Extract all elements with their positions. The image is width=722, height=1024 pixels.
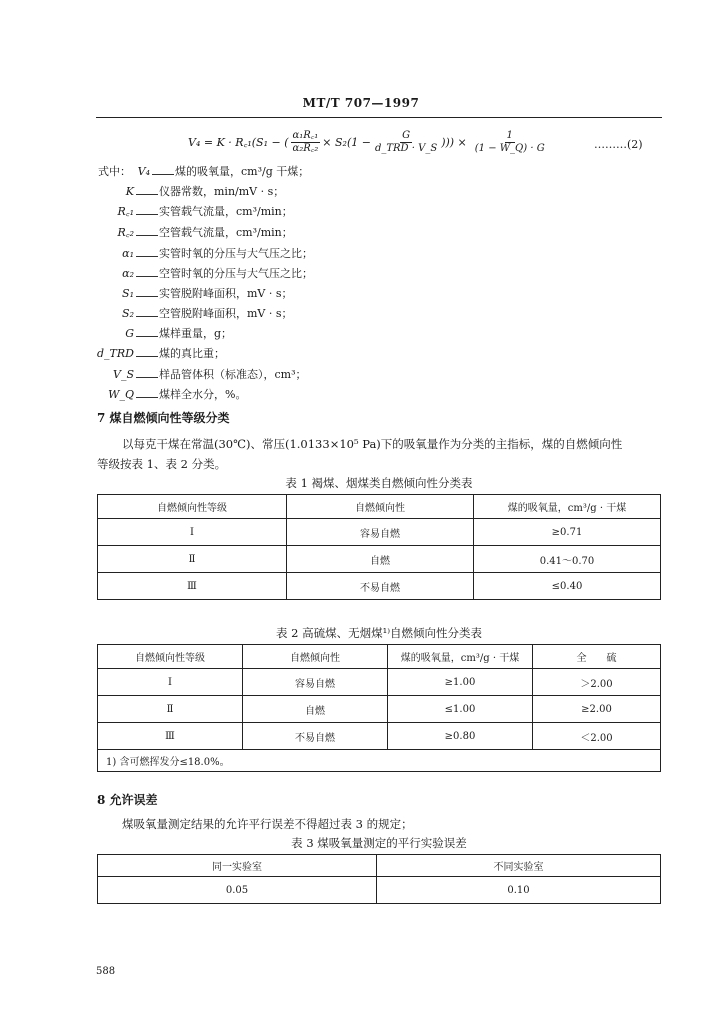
table-cell: 自燃 [287, 546, 474, 573]
table-3 [97, 854, 661, 904]
table-row [98, 495, 661, 519]
table-header-cell: 全 硫 [533, 645, 661, 669]
table-cell: ≤1.00 [388, 696, 533, 723]
table-cell: 自燃 [243, 696, 388, 723]
table-cell: 0.10 [377, 877, 661, 904]
table-row [98, 573, 661, 600]
table-header-cell: 自燃倾向性等级 [98, 495, 287, 519]
table-1-caption: 表 1 褐煤、烟煤类自燃倾向性分类表 [285, 476, 473, 490]
table-row [98, 519, 661, 546]
formula-mid-1: × S₂(1 − [322, 136, 371, 149]
formula-lhs: V₄ = K · R꜀₁(S₁ − ( [188, 136, 289, 149]
fraction-2-denominator: d_TRD · V_S [374, 143, 438, 154]
definition-item: S₁ 实管脱附峰面积，mV · s； [122, 287, 293, 300]
table-header-cell: 同一实验室 [98, 855, 377, 877]
section-7-paragraph-line-1: 以每克干煤在常温(30℃)、常压(1.0133×10⁵ Pa)下的吸氧量作为分类的主指标，煤的自燃倾向性 [122, 437, 623, 451]
table-row [98, 669, 661, 696]
definition-item: W_Q 煤样全水分，%。 [108, 388, 247, 401]
table-row [98, 855, 661, 877]
definition-item: V_S 样品管体积（标准态），cm³； [113, 368, 307, 381]
table-2-caption: 表 2 高硫煤、无烟煤¹⁾自燃倾向性分类表 [275, 626, 483, 640]
table-header-cell: 不同实验室 [377, 855, 661, 877]
table-row [98, 696, 661, 723]
table-cell: Ⅰ [98, 669, 243, 696]
table-cell: 不易自燃 [287, 573, 474, 600]
definition-item: d_TRD 煤的真比重； [97, 347, 225, 360]
fraction-3-denominator: (1 − W_Q) · G [474, 143, 545, 154]
document-header: MT/T 707—1997 [302, 96, 420, 110]
table-cell: 容易自燃 [243, 669, 388, 696]
table-cell: ≥0.71 [474, 519, 661, 546]
table-cell: 不易自燃 [243, 723, 388, 750]
header-rule [96, 117, 662, 118]
formula-fraction-2 [373, 130, 439, 155]
table-cell: Ⅱ [98, 546, 287, 573]
table-header-cell: 自燃倾向性 [243, 645, 388, 669]
table-cell: ≥2.00 [533, 696, 661, 723]
definition-item: S₂ 空管脱附峰面积，mV · s； [122, 307, 293, 320]
table-1 [97, 494, 661, 600]
table-row [98, 750, 661, 772]
formula-mid-2: ))) × [441, 136, 467, 149]
definition-item: K 仪器常数，min/mV · s； [125, 185, 285, 198]
table-3-caption: 表 3 煤吸氧量测定的平行实验误差 [291, 836, 467, 850]
table-header-cell: 煤的吸氧量，cm³/g · 干煤 [388, 645, 533, 669]
table-2-footnote: 1) 含可燃挥发分≤18.0%。 [98, 750, 661, 772]
table-header-cell: 自燃倾向性等级 [98, 645, 243, 669]
table-cell: ≤0.40 [474, 573, 661, 600]
table-row [98, 723, 661, 750]
table-cell: Ⅱ [98, 696, 243, 723]
fraction-2-numerator: G [402, 130, 411, 141]
definition-item: R꜀₁ 实管载气流量，cm³/min； [117, 205, 293, 218]
definition-item: α₁ 实管时氧的分压与大气压之比； [122, 247, 313, 260]
table-cell: 容易自燃 [287, 519, 474, 546]
page-number: 588 [96, 966, 116, 977]
table-cell: Ⅰ [98, 519, 287, 546]
definition-item: R꜀₂ 空管载气流量，cm³/min； [117, 226, 293, 239]
table-cell: ≥1.00 [388, 669, 533, 696]
formula-number: ………(2) [594, 138, 643, 151]
fraction-3-numerator: 1 [506, 130, 513, 141]
table-cell: ＜2.00 [533, 723, 661, 750]
table-cell: Ⅲ [98, 573, 287, 600]
section-8-heading: 8 允许误差 [97, 793, 158, 807]
definition-item: G 煤样重量，g； [125, 327, 233, 340]
fraction-1-denominator: α₂R꜀₂ [292, 143, 319, 154]
table-cell: 0.05 [98, 877, 377, 904]
definition-item: α₂ 空管时氧的分压与大气压之比； [122, 267, 313, 280]
table-row [98, 645, 661, 669]
table-row [98, 546, 661, 573]
table-cell: 0.41～0.70 [474, 546, 661, 573]
fraction-1-numerator: α₁R꜀₁ [292, 130, 319, 141]
table-cell: ＞2.00 [533, 669, 661, 696]
table-cell: Ⅲ [98, 723, 243, 750]
formula-fraction-1 [291, 130, 321, 155]
definitions-intro: 式中： [98, 165, 131, 178]
table-2 [97, 644, 661, 772]
table-header-cell: 自燃倾向性 [287, 495, 474, 519]
section-7-paragraph-line-2: 等级按表 1、表 2 分类。 [97, 457, 227, 471]
table-header-cell: 煤的吸氧量，cm³/g · 干煤 [474, 495, 661, 519]
section-8-paragraph: 煤吸氧量测定结果的允许平行误差不得超过表 3 的规定； [122, 817, 413, 831]
section-7-heading: 7 煤自燃倾向性等级分类 [97, 411, 230, 425]
definition-item: V₄ 煤的吸氧量，cm³/g 干煤； [137, 165, 310, 178]
formula-fraction-3 [473, 130, 547, 155]
formula-2 [188, 130, 549, 155]
table-row [98, 877, 661, 904]
table-cell: ≥0.80 [388, 723, 533, 750]
